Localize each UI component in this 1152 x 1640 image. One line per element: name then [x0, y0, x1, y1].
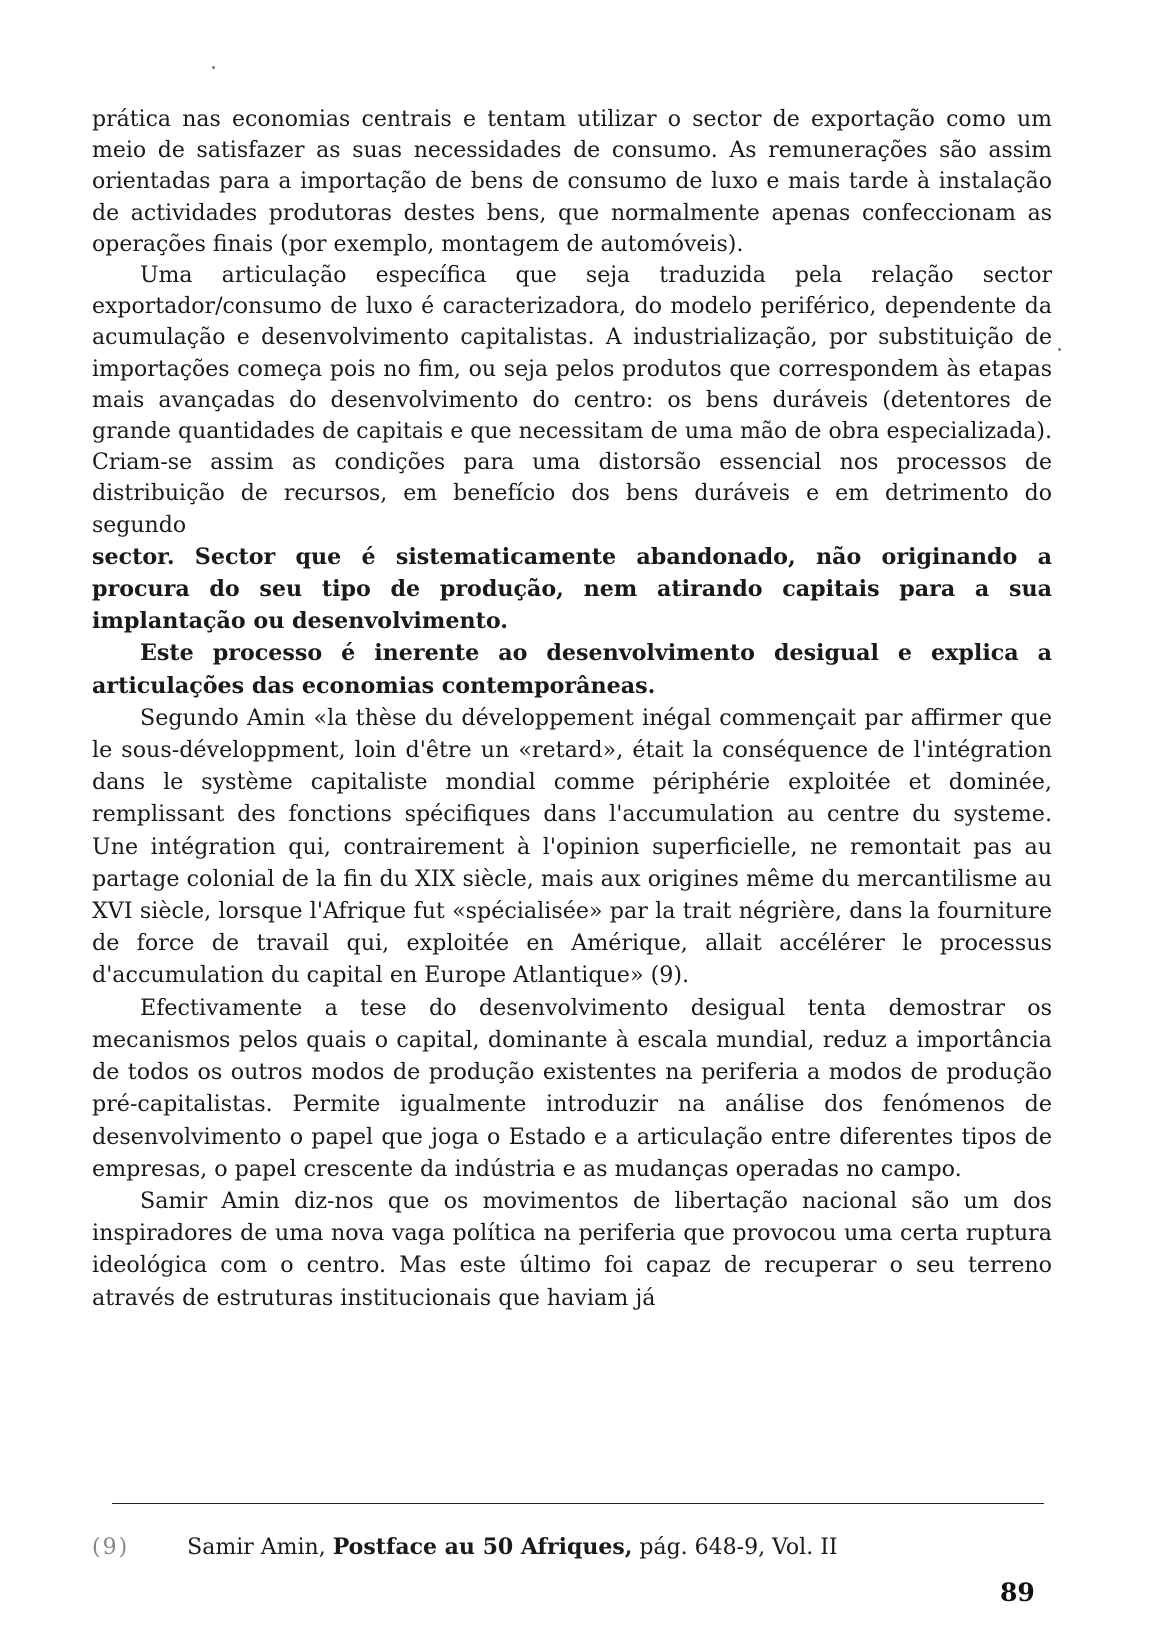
paragraph-2: Uma articulação específica que seja traduzida pela relação sector exportador/consumo de luxo é caracterizadora, do modelo periférico, dependente da acumulação e desenvolvimento capitalistas. A industrialização, por substituição de importações começa pois no fim, ou seja pelos produtos que correspondem às etapas mais avançadas do desenvolvimento do centro: os bens duráveis (detentores de grande quantidades de capitais e que necessitam de uma mão de obra especializada). Criam-se assim as condições para uma distorsão essencial nos processos de distribuição de recursos, em benefício dos bens duráveis e em detrimento do segundo: [92, 263, 1052, 538]
paragraph-6: Efectivamente a tese do desenvolvimento desigual tenta demostrar os mecanismos pelos quais o capital, dominante à escala mundial, reduz a importância de todos os outros modos de produção existentes na periferia a modos de produção pré-capitalistas. Permite igualmente introduzir na análise dos fenómenos de desenvolvimento o papel que joga o Estado e a articulação entre diferentes tipos de empresas, o papel crescente da indústria e as mudanças operadas no campo.: [92, 994, 1052, 1182]
page-number: 89: [1000, 1578, 1035, 1607]
footnote-title: Postface au 50 Afriques,: [332, 1534, 633, 1560]
paragraph-7: Samir Amin diz-nos que os movimentos de libertação nacional são um dos inspiradores de uma nova vaga política na periferia que provocou uma certa ruptura ideológica com o centro. Mas este último foi capaz de recuperar o seu terreno através de estruturas institucionais que haviam já: [92, 1187, 1052, 1311]
speck-mark: [1058, 348, 1061, 351]
footnote-author: Samir Amin,: [187, 1535, 326, 1560]
speck-mark: [212, 66, 215, 69]
footnote: [92, 1532, 1052, 1563]
paragraph-4: Este processo é inerente ao desenvolvimento desigual e explica a articulações das economias contemporâneas.: [92, 640, 1052, 699]
footnote-marker: (9): [92, 1535, 130, 1560]
footnote-reference: pág. 648-9, Vol. II: [639, 1535, 838, 1560]
footnote-divider: [112, 1503, 1044, 1504]
paragraph-3: sector. Sector que é sistematicamente abandonado, não originando a procura do seu tipo de produção, nem atirando capitais para a sua implantação ou desenvolvimento.: [92, 543, 1052, 635]
page-body: [92, 104, 1052, 1314]
paragraph-1: prática nas economias centrais e tentam utilizar o sector de exportação como um meio de satisfazer as suas necessidades de consumo. As remunerações são assim orientadas para a importação de bens de consumo de luxo e mais tarde à instalação de actividades produtoras destes bens, que normalmente apenas confeccionam as operações finais (por exemplo, montagem de automóveis).: [92, 107, 1052, 257]
paragraph-5: Segundo Amin «la thèse du développement inégal commençait par affirmer que le sous-développment, loin d'être un «retard», était la conséquence de l'intégration dans le système capitaliste mondial comme périphérie exploitée et dominée, remplissant des fonctions spécifiques dans l'accumulation au centre du systeme. Une intégration qui, contrairement à l'opinion superficielle, ne remontait pas au partage colonial de la fin du XIX siècle, mais aux origines même du mercantilisme au XVI siècle, lorsque l'Afrique fut «spécialisée» par la trait négrière, dans la fourniture de force de travail qui, exploitée en Amérique, allait accélérer le processus d'accumulation du capital en Europe Atlantique» (9).: [92, 704, 1052, 989]
